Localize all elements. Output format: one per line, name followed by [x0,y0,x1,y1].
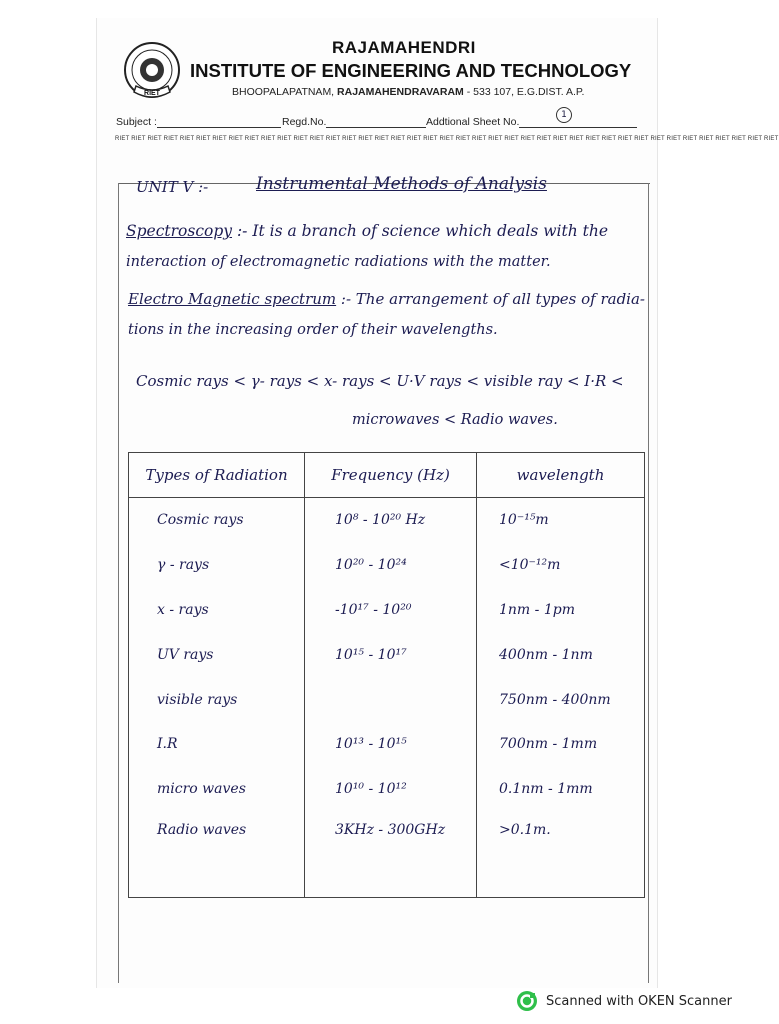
header-wavelength: wavelength [477,453,645,498]
scanner-watermark [516,990,732,1012]
institute-name-line2: INSTITUTE OF ENGINEERING AND TECHNOLOGY [190,60,632,81]
row-frequency: 10¹⁵ - 10¹⁷ [305,632,477,677]
address-suffix: - 533 107, E.G.DIST. A.P. [463,86,585,98]
frame-right-rule [648,183,649,983]
subject-label: Subject : [116,116,157,128]
wavelength-order-line1: Cosmic rays < γ- rays < x- rays < U·V rays < visible ray < I·R < [136,372,624,390]
row-type: x - rays [129,588,305,633]
row-frequency: -10¹⁷ - 10²⁰ [305,588,477,633]
wavelength-order-line2: microwaves < Radio waves. [352,412,558,428]
frame-left-rule [118,183,119,983]
subject-blank [157,127,281,128]
regd-label: Regd.No. [282,116,327,128]
riet-watermark-strip: RIET RIET RIET RIET RIET RIET RIET RIET RIET RIET RIET RIET RIET RIET RIET RIET RIET RIET RIET RIET RIET RIET RIET RIET RIET RIET RIET RIET RIET RIET RIET RIET RIET RIET RIET RIET RIET RIET RIET RIET RIET [115,136,779,142]
row-type: visible rays [129,677,305,722]
row-type: Radio waves [129,812,305,898]
row-type: UV rays [129,632,305,677]
row-type: I.R [129,722,305,767]
row-type: Cosmic rays [129,498,305,543]
table-row [129,498,645,543]
logo-text: RIET [144,90,160,97]
regd-field [282,116,426,128]
em-def-text: :- The arrangement of all types of radia- [336,290,645,308]
address-prefix: BHOOPALAPATNAM, [232,86,338,98]
table-row [129,588,645,633]
header-frequency: Frequency (Hz) [305,453,477,498]
row-wavelength: >0.1m. [477,812,645,898]
table-row [129,767,645,812]
table-row [129,677,645,722]
row-wavelength: <10⁻¹²m [477,543,645,588]
institute-name-line1: RAJAMAHENDRI [332,38,476,57]
em-spectrum-term: Electro Magnetic spectrum [128,290,337,308]
row-wavelength: 750nm - 400nm [477,677,645,722]
college-emblem-icon [120,40,184,104]
table-row [129,722,645,767]
institute-address [232,86,584,98]
header-type: Types of Radiation [129,453,305,498]
spectroscopy-definition-line2: interaction of electromagnetic radiations with the matter. [126,254,551,270]
row-wavelength: 0.1nm - 1mm [477,767,645,812]
row-frequency: 10²⁰ - 10²⁴ [305,543,477,588]
row-frequency [305,677,477,722]
row-type: micro waves [129,767,305,812]
radiation-table [128,452,645,898]
em-spectrum-definition-line1 [128,290,645,308]
row-type: γ - rays [129,543,305,588]
spectroscopy-definition-line1 [126,222,608,240]
row-wavelength: 700nm - 1mm [477,722,645,767]
row-frequency: 10⁸ - 10²⁰ Hz [305,498,477,543]
table-row [129,543,645,588]
sheet-number: 1 [556,107,572,123]
sheet-field [426,116,637,128]
unit-title: Instrumental Methods of Analysis [256,174,547,194]
row-wavelength: 400nm - 1nm [477,632,645,677]
unit-label: UNIT V :- [136,178,209,196]
spectroscopy-term: Spectroscopy [126,222,233,240]
table-row [129,812,645,898]
sheet-label: Addtional Sheet No. [426,116,520,128]
spectroscopy-def-text: :- It is a branch of science which deals with the [232,222,609,240]
table-header-row [129,453,645,498]
address-city: RAJAMAHENDRAVARAM [337,86,464,98]
row-wavelength: 1nm - 1pm [477,588,645,633]
em-spectrum-definition-line2: tions in the increasing order of their wavelengths. [128,322,498,338]
row-frequency: 10¹³ - 10¹⁵ [305,722,477,767]
row-wavelength: 10⁻¹⁵m [477,498,645,543]
row-frequency: 3KHz - 300GHz [305,812,477,898]
scanner-text: Scanned with OKEN Scanner [546,993,732,1009]
row-frequency: 10¹⁰ - 10¹² [305,767,477,812]
subject-field [116,116,281,128]
regd-blank [326,127,426,128]
table-row [129,632,645,677]
oken-scanner-icon [516,990,538,1012]
sheet-blank [519,127,637,128]
